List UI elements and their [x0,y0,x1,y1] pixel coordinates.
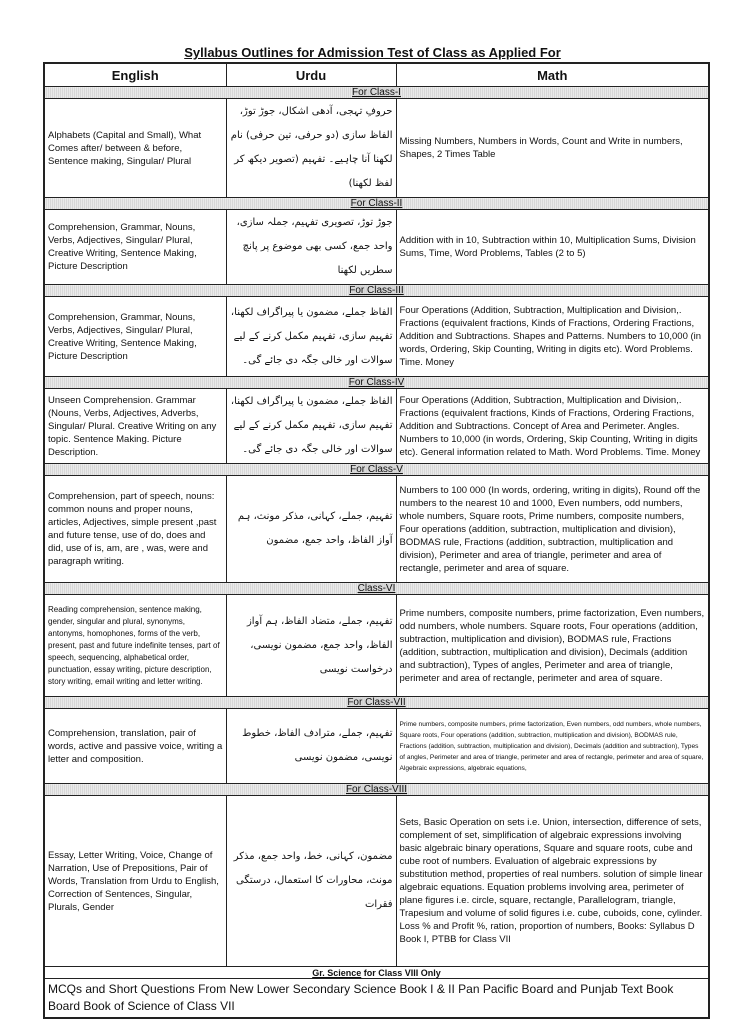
class-section-bar [44,464,709,476]
class-label: For Class-V [44,464,709,476]
math-cell: Prime numbers, composite numbers, prime factorization, Even numbers, odd numbers, whole numbers. Square roots, Four operations (addition, subtraction, multiplication and division), BODMAS rule, Fractions (addition, subtraction, multiplication and division), Decimals (addition and subtraction), Types of angles, Perimeter and area of triangle, perimeter and area of rectangle, perimeter and area of square. [396,595,709,697]
english-cell: Alphabets (Capital and Small), What Comes after/ between & before, Sentence making, Singular/ Plural [44,99,226,198]
science-row [44,979,709,1019]
syllabus-table [43,62,710,1019]
english-cell: Comprehension, translation, pair of words, active and passive voice, writing a letter and composition. [44,709,226,784]
table-row [44,210,709,285]
math-cell: Four Operations (Addition, Subtraction, Multiplication and Division,. Fractions (equivalent fractions, Kinds of Fractions, Ordering Fractions, Addition and Subtractions. Concept of Area and Perimeter. Angles. Numbers to 10,000 (in words, Ordering, Skip Counting, Writing in digits etc). General information related to Math. Word Problems. Time. Money [396,389,709,464]
urdu-cell: الفاظ جملے، مضمون یا پیراگراف لکھنا، تفہیم سازی، تفہیم مکمل کرنے کے لیے سوالات اور خالی جگہ دی جائے گی۔ [226,389,396,464]
class-label: For Class-I [44,87,709,99]
math-cell: Numbers to 100 000 (In words, ordering, writing in digits), Round off the numbers to the nearest 10 and 1000, Even numbers, odd numbers, whole numbers, Square roots, Prime numbers, composite numbers, Four operations (addition, subtraction, multiplication and division), BODMAS rule, Fractions (addition, subtraction, multiplication and division), Perimeter and area of triangle, perimeter and area of rectangle, perimeter and area of square. [396,476,709,583]
page-title: Syllabus Outlines for Admission Test of Class as Applied For [184,45,561,60]
math-cell: Missing Numbers, Numbers in Words, Count and Write in numbers, Shapes, 2 Times Table [396,99,709,198]
english-cell: Unseen Comprehension. Grammar (Nouns, Verbs, Adjectives, Adverbs, Singular/ Plural. Creative Writing on any topic. Sentence Making. Picture Description. [44,389,226,464]
urdu-cell: حروفِ تہجی، آدھی اشکال، جوڑ توڑ، الفاظ سازی (دو حرفی، تین حرفی) نام لکھنا آنا چاہیے۔ تفہیم (تصویر دیکھ کر لفظ لکھنا) [226,99,396,198]
english-cell: Comprehension, Grammar, Nouns, Verbs, Adjectives, Singular/ Plural, Creative Writing, Sentence Making, Picture Description [44,210,226,285]
math-cell: Sets, Basic Operation on sets i.e. Union, intersection, difference of sets, complement of set, simplification of algebraic expressions involving basic algebraic binary operations, Square and square roots, cube and cube root of numbers. Evaluation of algebraic expressions by substitution method, properties of real numbers. solution of simple linear algebraic equations. Equation problems involving area, perimeter of plane figures i.e. circle, square, rectangle, Parallelogram, triangle, Trapesium and volume of solid figures i.e. cube, cuboids, cone, cylinder. Loss % and Profit %, ration, proportion of numbers, Books: Syllabus D Book I, PTBB for Class VII [396,796,709,967]
urdu-cell: تفہیم، جملے، مترادف الفاظ، خطوط نویسی، مضمون نویسی [226,709,396,784]
class-label: For Class-VII [44,697,709,709]
math-cell: Addition with in 10, Subtraction within 10, Multiplication Sums, Division Sums, Time, Word Problems, Tables (2 to 5) [396,210,709,285]
class-section-bar [44,87,709,99]
table-row [44,99,709,198]
class-section-bar [44,377,709,389]
table-row [44,796,709,967]
english-cell: Reading comprehension, sentence making, gender, singular and plural, synonyms, antonyms, homophones, forms of the verb, present, past and future indefinite tenses, part of speech, sequencing, alphabetical order, punctuation, essay writing, picture description, story writing, email writing and letter writing. [44,595,226,697]
class-section-bar [44,583,709,595]
class-section-bar [44,784,709,796]
class-label: For Class-IV [44,377,709,389]
class-label: For Class-VIII [44,784,709,796]
urdu-cell: مضمون، کہانی، خط، واحد جمع، مذکر مونث، محاورات کا استعمال، درستگی فقرات [226,796,396,967]
header-row [44,63,709,87]
urdu-cell: الفاظ جملے، مضمون یا پیراگراف لکھنا، تفہیم سازی، تفہیم مکمل کرنے کے لیے سوالات اور خالی جگہ دی جائے گی۔ [226,297,396,377]
class-section-bar [44,198,709,210]
table-row [44,389,709,464]
header-math: Math [396,63,709,87]
table-row [44,595,709,697]
class-label: For Class-II [44,198,709,210]
class-label: For Class-III [44,285,709,297]
class-label: Class-VI [44,583,709,595]
english-cell: Comprehension, part of speech, nouns: common nouns and proper nouns, articles, Adjectives, simple present ,past and future tense, use of do, does and did, use of is, am, are , was, were and paragraph writing. [44,476,226,583]
table-row [44,476,709,583]
urdu-cell: جوڑ توڑ، تصویری تفہیم، جملہ سازی، واحد جمع، کسی بھی موضوع پر پانچ سطریں لکھنا [226,210,396,285]
class-section-bar [44,697,709,709]
table-row [44,297,709,377]
table-row [44,709,709,784]
science-text: MCQs and Short Questions From New Lower Secondary Science Book I & II Pan Pacific Board and Punjab Text Book Board Book of Science of Class VII [44,979,709,1019]
urdu-cell: تفہیم، جملے، کہانی، مذکر مونث، ہم آواز الفاظ، واحد جمع، مضمون [226,476,396,583]
math-cell: Prime numbers, composite numbers, prime factorization, Even numbers, odd numbers, whole numbers, Square roots, Four operations (addition, subtraction, multiplication and division), BODMAS rule, Fractions (addition, subtraction, multiplication and division), Decimals (addition and subtraction), Types of angles, Perimeter and area of triangle, perimeter and area of rectangle, perimeter and area of square, Algebraic expressions, algebraic equations, [396,709,709,784]
english-cell: Comprehension, Grammar, Nouns, Verbs, Adjectives, Singular/ Plural, Creative Writing, Sentence Making, Picture Description [44,297,226,377]
math-cell: Four Operations (Addition, Subtraction, Multiplication and Division,. Fractions (equivalent fractions, Kinds of Fractions, Ordering Fractions, Addition and Subtractions. Shapes and Patterns. Numbers to 10,000 (in words, Ordering, Skip Counting, Writing in digits etc). Word Problems. Time. Money [396,297,709,377]
header-english: English [44,63,226,87]
english-cell: Essay, Letter Writing, Voice, Change of Narration, Use of Prepositions, Pair of Words, Translation from Urdu to English, Correction of Sentences, Singular, Plurals, Gender [44,796,226,967]
science-heading-row [44,967,709,979]
header-urdu: Urdu [226,63,396,87]
class-section-bar [44,285,709,297]
urdu-cell: تفہیم، جملے، متضاد الفاظ، ہم آواز الفاظ، واحد جمع، مضمون نویسی، درخواست نویسی [226,595,396,697]
science-heading: Gr. Science for Class VIII Only [44,967,709,979]
